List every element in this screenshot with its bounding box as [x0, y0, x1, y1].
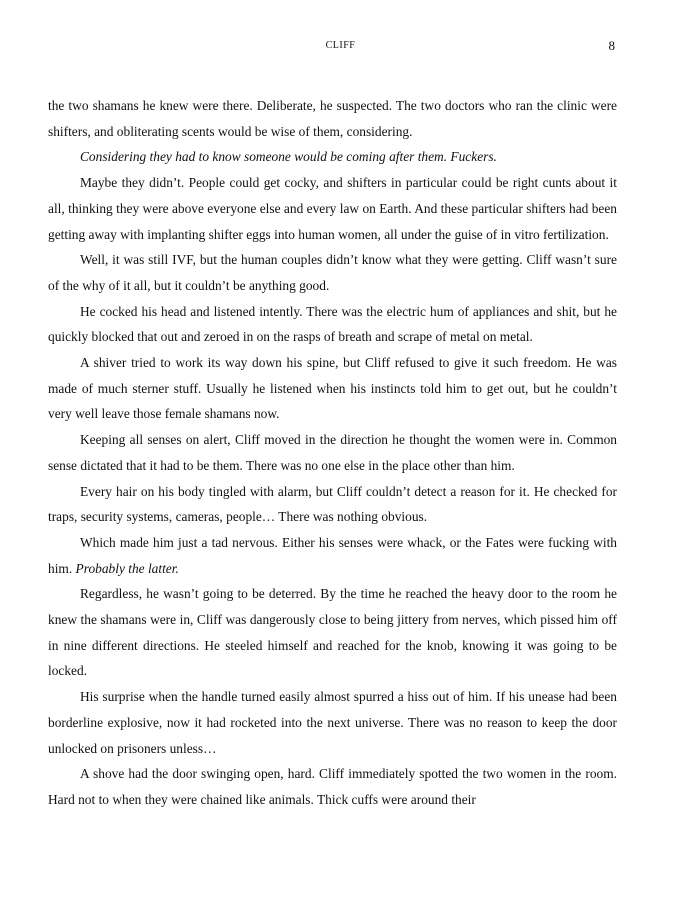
- paragraph: A shove had the door swinging open, hard. Cliff immediately spotted the two women in the room. Hard not to when they were chained like animals. Thick cuffs were around their: [48, 766, 617, 807]
- paragraph-italic-text: Probably the latter.: [75, 560, 179, 576]
- paragraph: Well, it was still IVF, but the human couples didn’t know what they were getting. Cliff wasn’t sure of the why of it all, but it couldn’t be anything good.: [48, 252, 617, 293]
- paragraph: Every hair on his body tingled with alarm, but Cliff couldn’t detect a reason for it. He checked for traps, security systems, cameras, people… There was nothing obvious.: [48, 483, 617, 525]
- paragraph-text: Which made him just a tad nervous. Either his senses were whack, or the Fates were fucking with him.: [48, 534, 617, 576]
- page-number: 8: [608, 38, 615, 53]
- running-header: [0, 38, 681, 54]
- paragraph: He cocked his head and listened intently. There was the electric hum of appliances and shit, but he quickly blocked that out and zeroed in on the rasps of breath and scrape of metal on metal.: [48, 303, 617, 345]
- paragraph: [48, 530, 617, 581]
- paragraph: the two shamans he knew were there. Deliberate, he suspected. The two doctors who ran the clinic were shifters, and obliterating scents would be wise of them, considering.: [48, 98, 617, 139]
- body-text: [48, 93, 617, 813]
- paragraph: Maybe they didn’t. People could get cocky, and shifters in particular could be right cunts about it all, thinking they were above everyone else and every law on Earth. And these particular shifters had been getting away with implanting shifter eggs into human women, all under the guise of in vitro fertilization.: [48, 175, 617, 242]
- header-title: CLIFF: [325, 40, 356, 51]
- paragraph: A shiver tried to work its way down his spine, but Cliff refused to give it such freedom. He was made of much sterner stuff. Usually he listened when his instincts told him to get out, but he couldn’t very well leave those female shamans now.: [48, 355, 617, 422]
- paragraph: His surprise when the handle turned easily almost spurred a hiss out of him. If his unease had been borderline explosive, now it had rocketed into the next universe. There was no reason to keep the door unlocked on prisoners unless…: [48, 689, 617, 756]
- paragraph: Considering they had to know someone would be coming after them. Fuckers.: [80, 149, 497, 165]
- paragraph: Keeping all senses on alert, Cliff moved in the direction he thought the women were in. Common sense dictated that it had to be them. There was no one else in the place other than him.: [48, 432, 617, 473]
- paragraph: Regardless, he wasn’t going to be deterred. By the time he reached the heavy door to the room he knew the shamans were in, Cliff was dangerously close to being jittery from nerves, which pissed him off in nine different directions. He steeled himself and reached for the knob, knowing it was going to be locked.: [48, 586, 617, 679]
